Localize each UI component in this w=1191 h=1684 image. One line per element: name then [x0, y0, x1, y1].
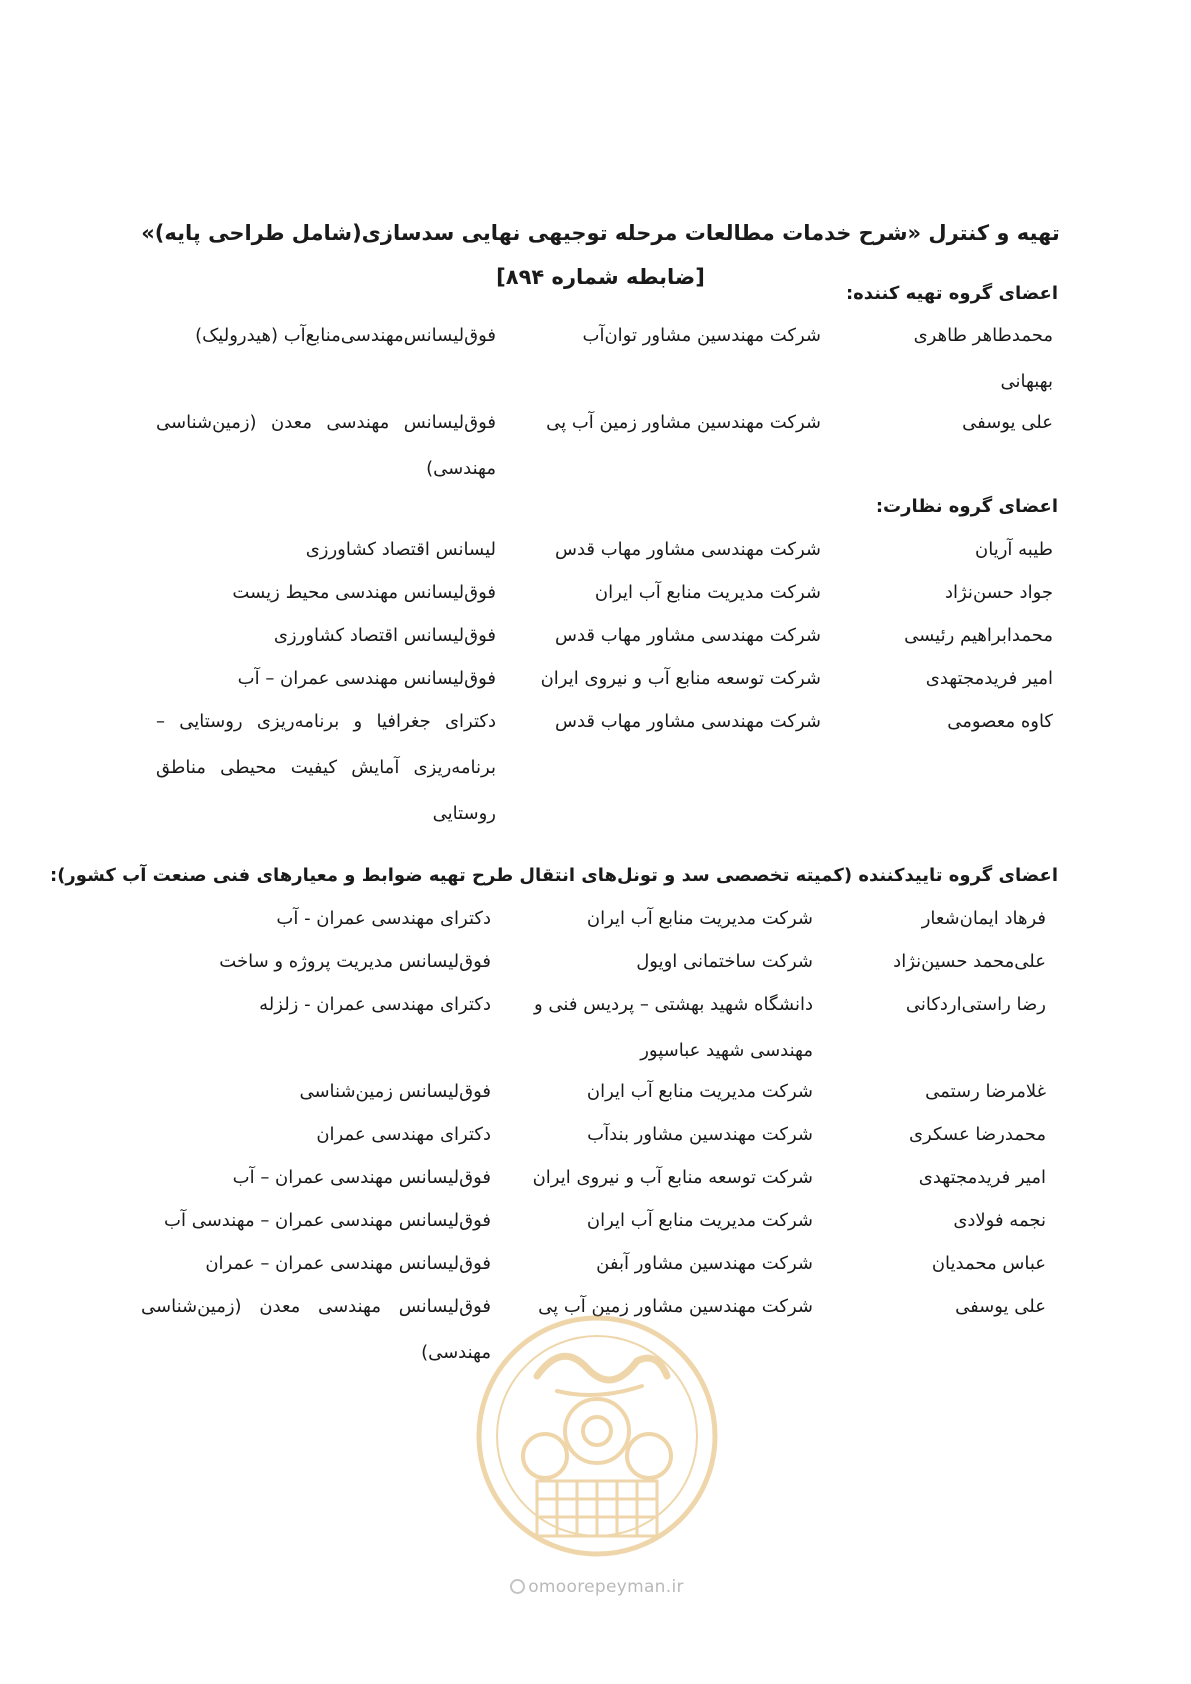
member-degree: فوق‌لیسانس مهندسی عمران – عمران: [205, 1253, 491, 1274]
member-name: محمدابراهیم رئیسی: [904, 625, 1053, 646]
supervisors-heading: اعضای گروه نظارت:: [875, 496, 1058, 517]
member-organization: شرکت مدیریت منابع آب ایران: [586, 1081, 813, 1102]
member-name: فرهاد ایمان‌شعار: [921, 908, 1046, 929]
member-organization: شرکت مدیریت منابع آب ایران: [586, 908, 813, 929]
member-degree: فوق‌لیسانس مهندسی معدن (زمین‌شناسی مهندسی): [156, 412, 496, 479]
watermark-seal-logo: [467, 1306, 727, 1566]
member-name: غلامرضا رستمی: [925, 1081, 1046, 1102]
member-organization: شرکت مهندسی مشاور مهاب قدس: [554, 539, 821, 560]
watermark-site: [497, 1577, 697, 1597]
member-degree: فوق‌لیسانس اقتصاد کشاورزی: [273, 625, 496, 646]
at-icon: [510, 1579, 525, 1594]
member-degree: فوق‌لیسانس مهندسی محیط زیست: [232, 582, 496, 603]
member-degree: دکترای مهندسی عمران: [316, 1124, 491, 1145]
member-name: علی یوسفی: [962, 412, 1053, 433]
member-name: امیر فریدمجتهدی: [925, 668, 1053, 689]
member-degree: فوق‌لیسانس مهندسی معدن (زمین‌شناسی مهندسی): [141, 1296, 491, 1363]
member-degree: دکترای مهندسی عمران - آب: [276, 908, 491, 929]
member-name: محمدرضا عسکری: [908, 1124, 1046, 1145]
document-title: تهیه و کنترل «شرح خدمات مطالعات مرحله توجیهی نهایی سدسازی(شامل طراحی پایه)»: [141, 221, 1060, 245]
member-name: طیبه آریان: [975, 539, 1053, 560]
member-organization: شرکت مهندسین مشاور بندآب: [587, 1124, 813, 1145]
member-name: محمدطاهر طاهری بهبهانی: [913, 325, 1053, 392]
member-name: رضا راستی‌اردکانی: [905, 994, 1046, 1015]
member-degree: فوق‌لیسانس‌مهندسی‌منابع‌آب (هیدرولیک): [195, 325, 496, 346]
member-organization: شرکت ساختمانی اویول: [636, 951, 813, 972]
member-name: عباس محمدیان: [931, 1253, 1046, 1274]
document-code: [ضابطه شماره ۸۹۴]: [496, 265, 705, 289]
member-degree: دکترای مهندسی عمران - زلزله: [259, 994, 491, 1015]
member-organization: شرکت توسعه منابع آب و نیروی ایران: [540, 668, 821, 689]
member-organization: شرکت توسعه منابع آب و نیروی ایران: [532, 1167, 813, 1188]
member-degree: دکترای جغرافیا و برنامه‌ریزی روستایی – برنامه‌ریزی آمایش کیفیت محیطی مناطق روستایی: [156, 711, 496, 824]
member-organization: شرکت مهندسی مشاور مهاب قدس: [554, 711, 821, 732]
watermark-site-text: omoorepeyman.ir: [528, 1577, 684, 1597]
member-organization: دانشگاه شهید بهشتی – پردیس فنی و مهندسی شهید عباسپور: [534, 994, 813, 1061]
member-name: امیر فریدمجتهدی: [918, 1167, 1046, 1188]
member-name: علی‌محمد حسین‌نژاد: [893, 951, 1046, 972]
member-organization: شرکت مهندسین مشاور زمین آب پی: [538, 1296, 813, 1317]
member-organization: شرکت مهندسی مشاور مهاب قدس: [554, 625, 821, 646]
member-degree: فوق‌لیسانس مدیریت پروژه و ساخت: [219, 951, 491, 972]
member-organization: شرکت مهندسین مشاور زمین آب پی: [546, 412, 821, 433]
member-degree: فوق‌لیسانس مهندسی عمران – آب: [232, 1167, 491, 1188]
member-name: جواد حسن‌نژاد: [944, 582, 1053, 603]
member-organization: شرکت مهندسین مشاور توان‌آب: [582, 325, 821, 346]
member-organization: شرکت مدیریت منابع آب ایران: [594, 582, 821, 603]
member-degree: فوق‌لیسانس مهندسی عمران – آب: [237, 668, 496, 689]
member-degree: فوق‌لیسانس زمین‌شناسی: [299, 1081, 491, 1102]
member-organization: شرکت مدیریت منابع آب ایران: [586, 1210, 813, 1231]
member-degree: فوق‌لیسانس مهندسی عمران – مهندسی آب: [164, 1210, 491, 1231]
member-organization: شرکت مهندسین مشاور آبفن: [596, 1253, 813, 1274]
member-name: نجمه فولادی: [953, 1210, 1046, 1231]
preparers-heading: اعضای گروه تهیه کننده:: [845, 283, 1058, 304]
member-degree: لیسانس اقتصاد کشاورزی: [305, 539, 496, 560]
member-name: کاوه معصومی: [947, 711, 1053, 732]
member-name: علی یوسفی: [955, 1296, 1046, 1317]
approvers-heading: اعضای گروه تاییدکننده (کمیته تخصصی سد و تونل‌های انتقال طرح تهیه ضوابط و معیارهای فنی صنعت آب کشور):: [50, 865, 1058, 886]
